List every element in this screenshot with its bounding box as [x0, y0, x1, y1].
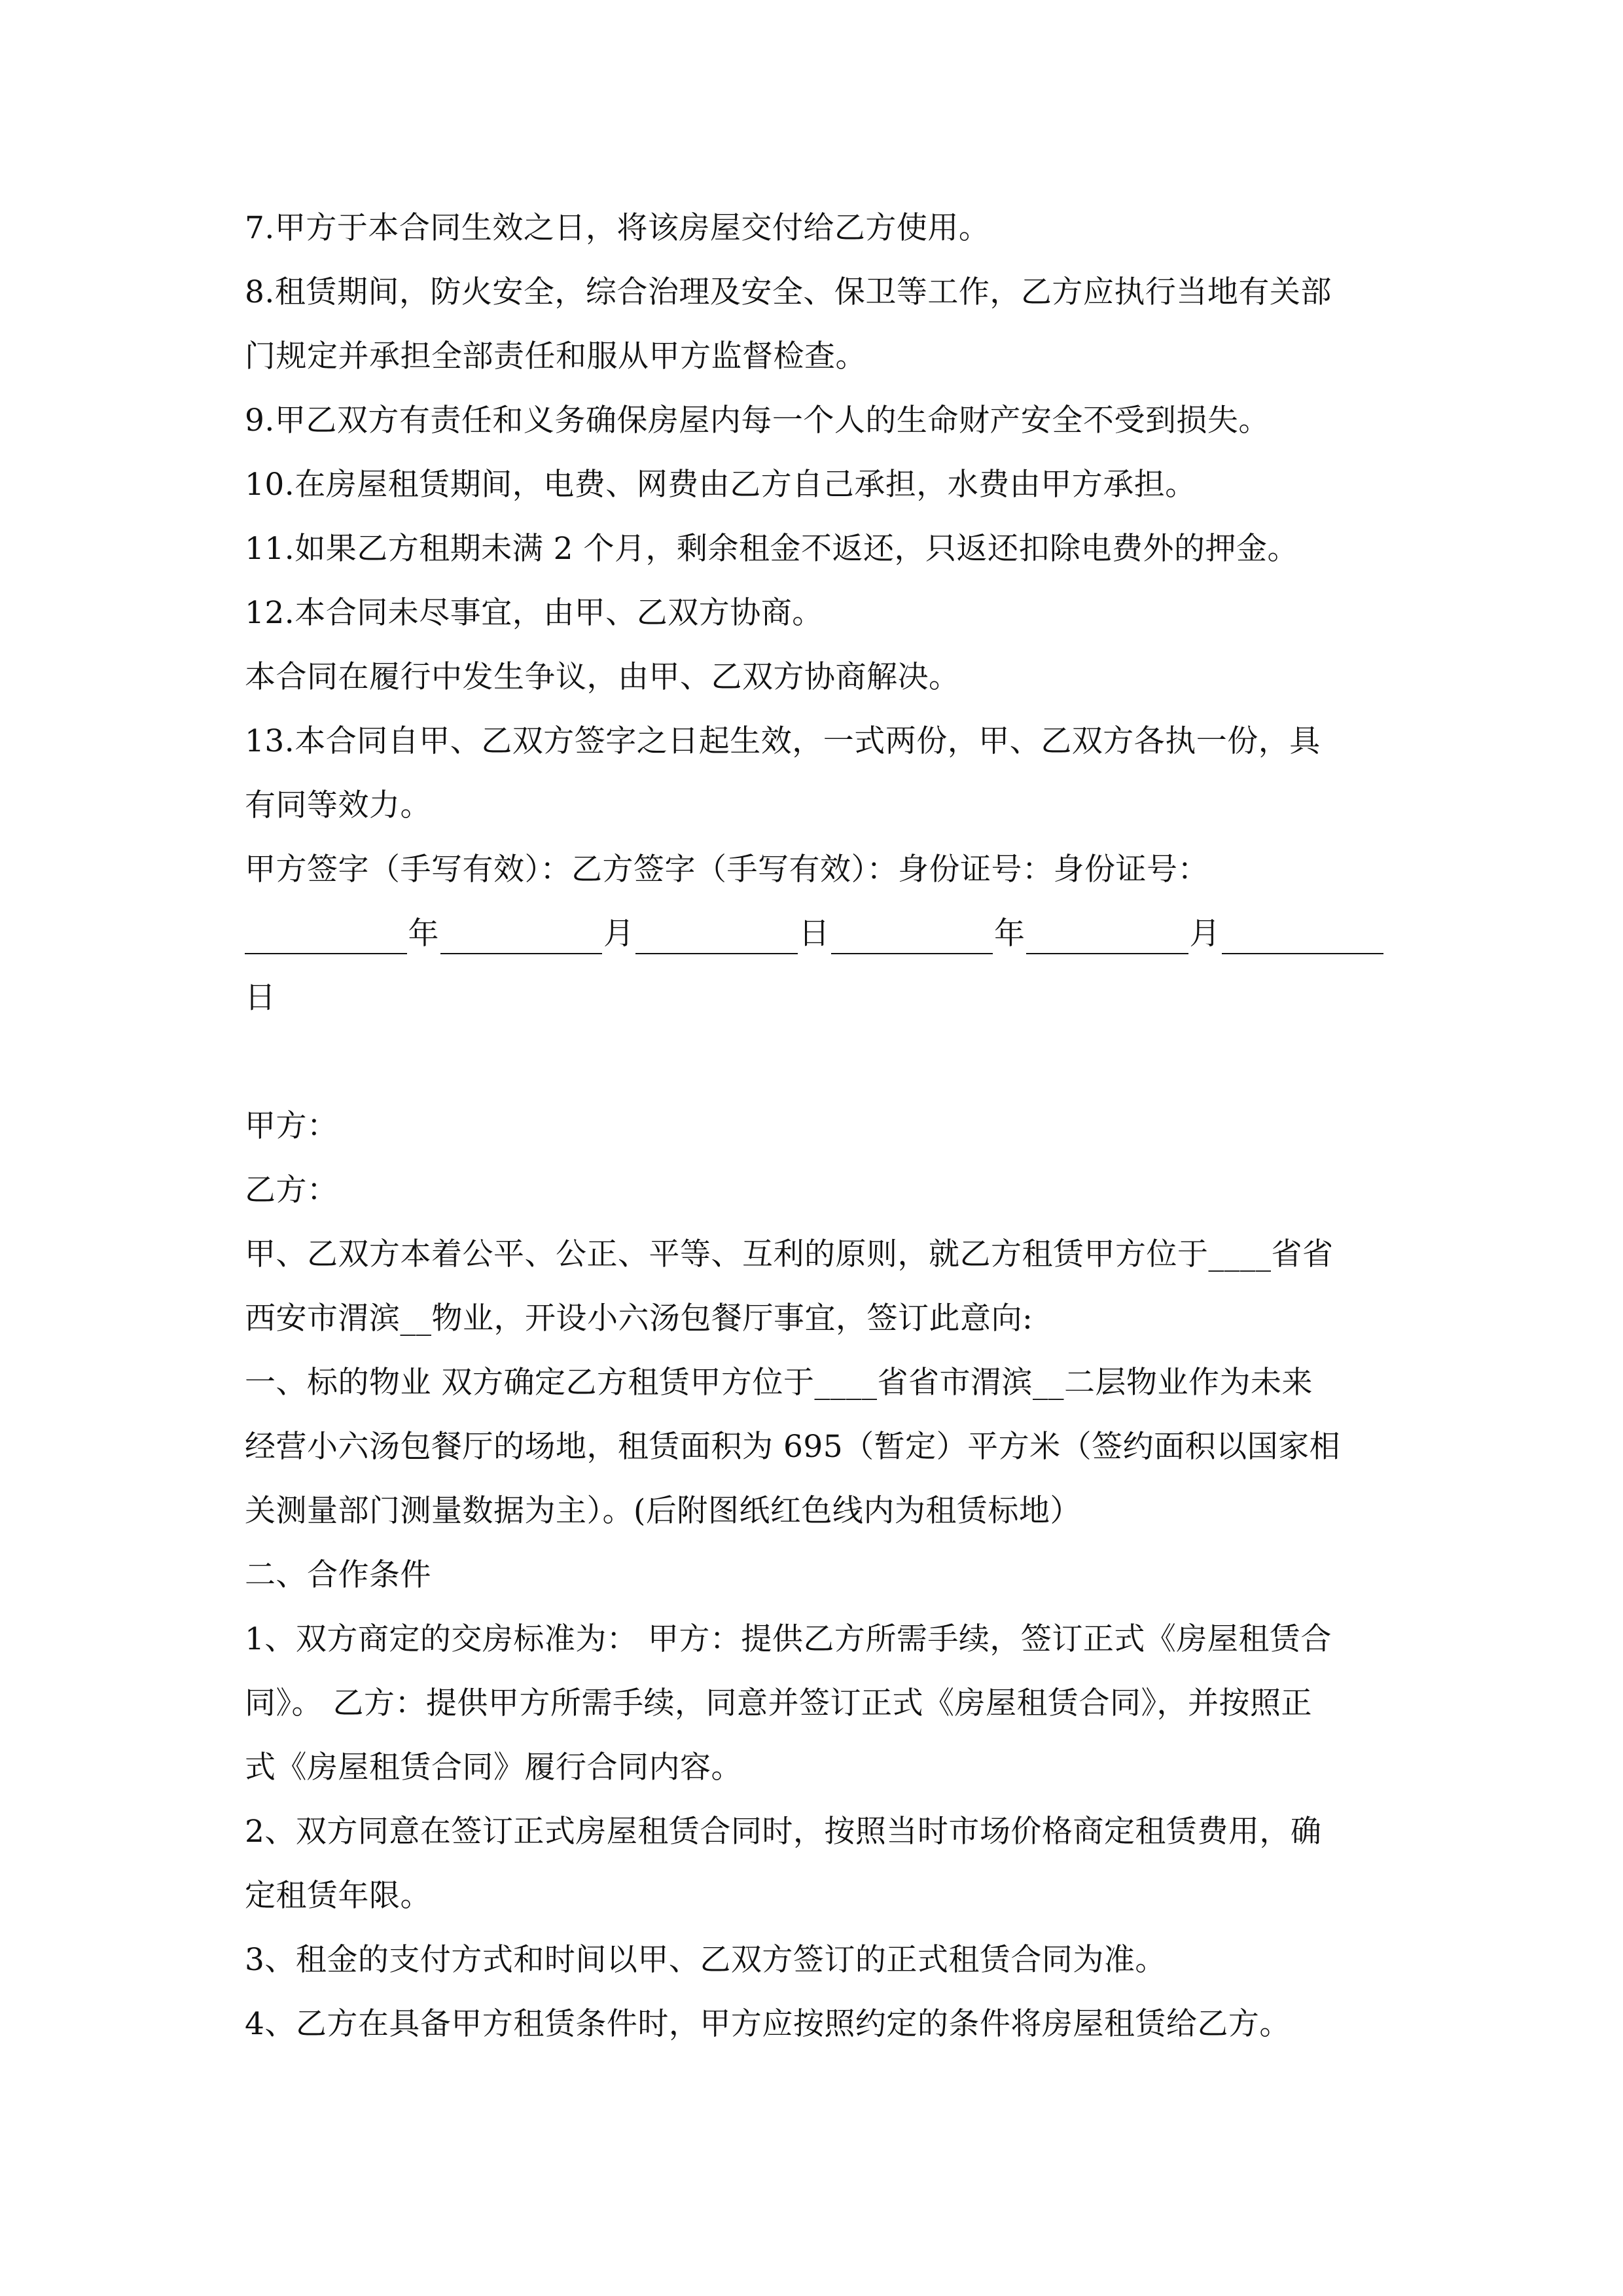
- date-blank-1[interactable]: [245, 907, 407, 954]
- clause-10: 10.在房屋租赁期间，电费、网费由乙方自己承担，水费由甲方承担。: [245, 467, 1196, 503]
- date-fill-row: [245, 902, 1383, 966]
- intent-preamble-line-2: 西安市渭滨__物业，开设小六汤包餐厅事宜，签订此意向:: [245, 1300, 1033, 1336]
- condition-3: 3、租金的支付方式和时间以甲、乙双方签订的正式租赁合同为准。: [245, 1942, 1166, 1978]
- clause-11: 11.如果乙方租期未满 2 个月，剩余租金不返还，只返还扣除电费外的押金。: [245, 531, 1299, 567]
- date-unit-year-2: 年: [994, 916, 1025, 952]
- section-1-line-1: 一、标的物业 双方确定乙方租赁甲方位于____省省市渭滨__二层物业作为未来: [245, 1365, 1313, 1401]
- date-blank-5[interactable]: [1026, 907, 1188, 954]
- date-blank-2[interactable]: [440, 907, 603, 954]
- condition-4: 4、乙方在具备甲方租赁条件时，甲方应按照约定的条件将房屋租赁给乙方。: [245, 2006, 1291, 2042]
- clause-8-line-1: 8.租赁期间，防火安全，综合治理及安全、保卫等工作，乙方应执行当地有关部: [245, 274, 1332, 310]
- condition-1-line-1: 1、双方商定的交房标准为： 甲方：提供乙方所需手续，签订正式《房屋租赁合: [245, 1621, 1332, 1657]
- date-unit-month: 月: [603, 916, 634, 952]
- clause-9: 9.甲乙双方有责任和义务确保房屋内每一个人的生命财产安全不受到损失。: [245, 403, 1270, 439]
- condition-1-line-3: 式《房屋租赁合同》履行合同内容。: [245, 1749, 742, 1785]
- condition-1-line-2: 同》。 乙方：提供甲方所需手续，同意并签订正式《房屋租赁合同》，并按照正: [245, 1685, 1312, 1721]
- document-body: [245, 196, 1383, 2056]
- intent-preamble-line-1: 甲、乙双方本着公平、公正、平等、互利的原则，就乙方租赁甲方位于____省省: [245, 1236, 1334, 1272]
- date-blank-3[interactable]: [635, 907, 798, 954]
- clause-7: 7.甲方于本合同生效之日，将该房屋交付给乙方使用。: [245, 210, 990, 246]
- date-unit-month-2: 月: [1189, 916, 1221, 952]
- clause-13-line-2: 有同等效力。: [245, 787, 431, 823]
- condition-2-line-1: 2、双方同意在签订正式房屋租赁合同时，按照当时市场价格商定租赁费用，确: [245, 1814, 1322, 1850]
- condition-2-line-2: 定租赁年限。: [245, 1878, 431, 1914]
- blank-spacer: [245, 1030, 1383, 1094]
- signature-labels: 甲方签字（手写有效）：乙方签字（手写有效）：身份证号：身份证号：: [245, 852, 1209, 888]
- party-a-label: 甲方：: [245, 1108, 338, 1144]
- section-2-heading: 二、合作条件: [245, 1557, 431, 1593]
- date-unit-year: 年: [408, 916, 439, 952]
- date-unit-day-2: 日: [245, 980, 276, 1016]
- clause-12: 12.本合同未尽事宜，由甲、乙双方协商。: [245, 595, 823, 631]
- dispute-clause: 本合同在履行中发生争议，由甲、乙双方协商解决。: [245, 659, 960, 695]
- clause-13-line-1: 13.本合同自甲、乙双方签字之日起生效，一式两份，甲、乙双方各执一份，具: [245, 723, 1321, 759]
- party-b-label: 乙方：: [245, 1172, 338, 1208]
- section-1-line-3: 关测量部门测量数据为主）。(后附图纸红色线内为租赁标地）: [245, 1493, 1081, 1529]
- section-1-line-2: 经营小六汤包餐厅的场地，租赁面积为 695（暂定）平方米（签约面积以国家相: [245, 1429, 1341, 1465]
- date-unit-day: 日: [798, 916, 830, 952]
- date-blank-6[interactable]: [1222, 907, 1384, 954]
- clause-8-line-2: 门规定并承担全部责任和服从甲方监督检查。: [245, 338, 866, 374]
- date-blank-4[interactable]: [831, 907, 993, 954]
